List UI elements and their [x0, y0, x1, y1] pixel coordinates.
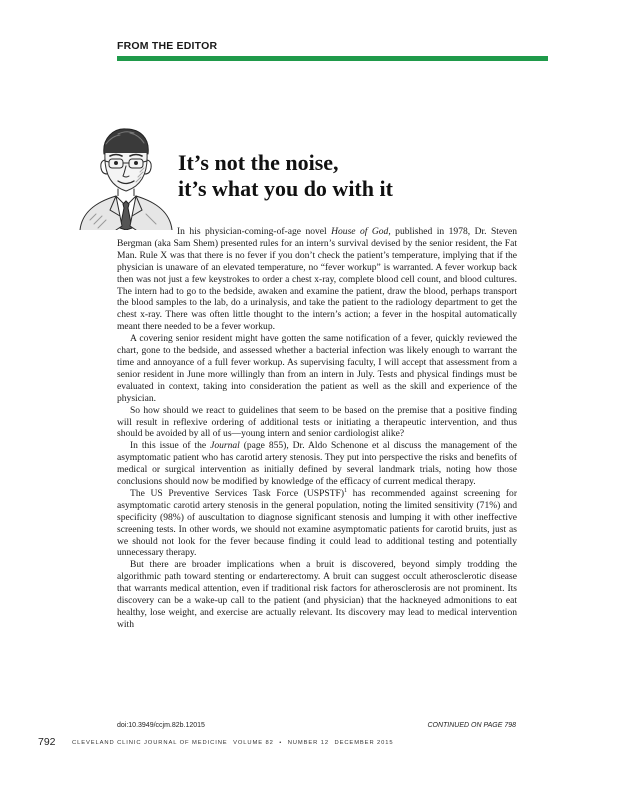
footer-volume: VOLUME 82 — [233, 740, 274, 746]
text-run: But there are broader implications when a bruit is discovered, beyond simply trodding the algorithmic path toward stenting or endarterectomy. A bruit can suggest occult atherosclerotic disease that warrants medical attention, even if traditional risk factors for atherosclerosis are not prominent. Its discovery can be a wake-up call to the patient (and physician) that the hackneyed admonitions to eat healthy, lose weight, and exercise are actually relevant. Its discovery may lead to medical intervention with — [117, 559, 517, 630]
body-paragraph — [117, 559, 517, 630]
body-paragraph — [117, 440, 517, 488]
text-run: In this issue of the — [130, 440, 211, 452]
article-title — [178, 150, 393, 202]
footer-separator: • — [279, 740, 283, 746]
reference-marker: 1 — [344, 487, 348, 494]
italic-text: Journal — [210, 440, 240, 452]
footer-journal: CLEVELAND CLINIC JOURNAL OF MEDICINE — [72, 740, 228, 746]
text-run: (page 855), Dr. Aldo Schenone et al discuss the management of the asymptomatic patient who has carotid artery stenosis. They put into perspective the risks and benefits of medical or surgical intervention as initially defined by several landmark trials, noting how those conclusions should now be modified by knowledge of the efficacy of current medical therapy. — [117, 440, 517, 488]
title-line-2: it’s what you do with it — [178, 176, 393, 201]
body-paragraph — [117, 333, 517, 404]
continued-note: CONTINUED ON PAGE 798 — [427, 722, 516, 729]
text-run: has recommended against screening for asymptomatic carotid artery stenosis in the general population, noting the limited sensitivity (71%) and specificity (98%) of auscultation to diagnose significant stenosis and lumping it with other ineffective screening tests. In other words, we should not examine asymptomatic patients for carotid bruits, just as we should not look for the fever because finding it could lead to additional testing and potentially unnecessary therapy. — [117, 487, 517, 559]
editor-portrait-icon — [60, 120, 180, 230]
article-body — [117, 226, 517, 631]
text-run: So how should we react to guidelines that seem to be based on the premise that a positive finding will result in reflexive ordering of additional tests or initiating a therapeutic intervention, and thus should be avoided by all of us—young intern and senior cardiologist alike? — [117, 404, 517, 440]
section-label: FROM THE EDITOR — [117, 40, 218, 52]
page-number: 792 — [38, 736, 56, 748]
text-run: In his physician-coming-of-age novel — [177, 226, 332, 237]
text-run: , published in 1978, Dr. Steven Bergman (aka Sam Shem) presented rules for an intern’s survival devised by the senior resident, the Fat Man. Rule X was that there is no fever if you don’t check the patient’s temperature, implying that if the physician is unaware of an elevated temperature, no “fever workup” is warranted. A fever workup back then was not just a few keystrokes to order a chest x-ray, complete blood cell count, and blood cultures. The intern had to go to the bedside, awaken and examine the patient, draw the blood, perhaps transport the blood samples to the lab, do a urinalysis, and take the patient to the radiology department to get the chest x-ray. There was often little thought to the intern’s action; a fever in the hospital automatically meant there needed to be a fever workup. — [117, 226, 517, 333]
doi-label: doi:10.3949/ccjm.82b.12015 — [117, 722, 205, 729]
running-footer — [72, 740, 394, 746]
title-line-1: It’s not the noise, — [178, 150, 339, 175]
section-rule — [117, 56, 548, 61]
text-run: The US Preventive Services Task Force (USPSTF) — [130, 487, 345, 499]
footer-number: NUMBER 12 — [287, 740, 329, 746]
italic-text: House of God — [331, 226, 389, 237]
text-run: A covering senior resident might have gotten the same notification of a fever, quickly reviewed the chart, gone to the bedside, and assessed whether a bacterial infection was likely enough to warrant the time and annoyance of a full fever workup. As supervising faculty, I will accept that assessment from a senior resident in June more willingly than from an intern in July. Tests and physical findings must be evaluated in context, taking into consideration the patient as well as the skill and experience of the physician. — [117, 333, 517, 404]
body-paragraph — [117, 226, 517, 333]
body-paragraph — [117, 488, 517, 559]
body-paragraph — [117, 405, 517, 441]
footer-date: DECEMBER 2015 — [334, 740, 394, 746]
